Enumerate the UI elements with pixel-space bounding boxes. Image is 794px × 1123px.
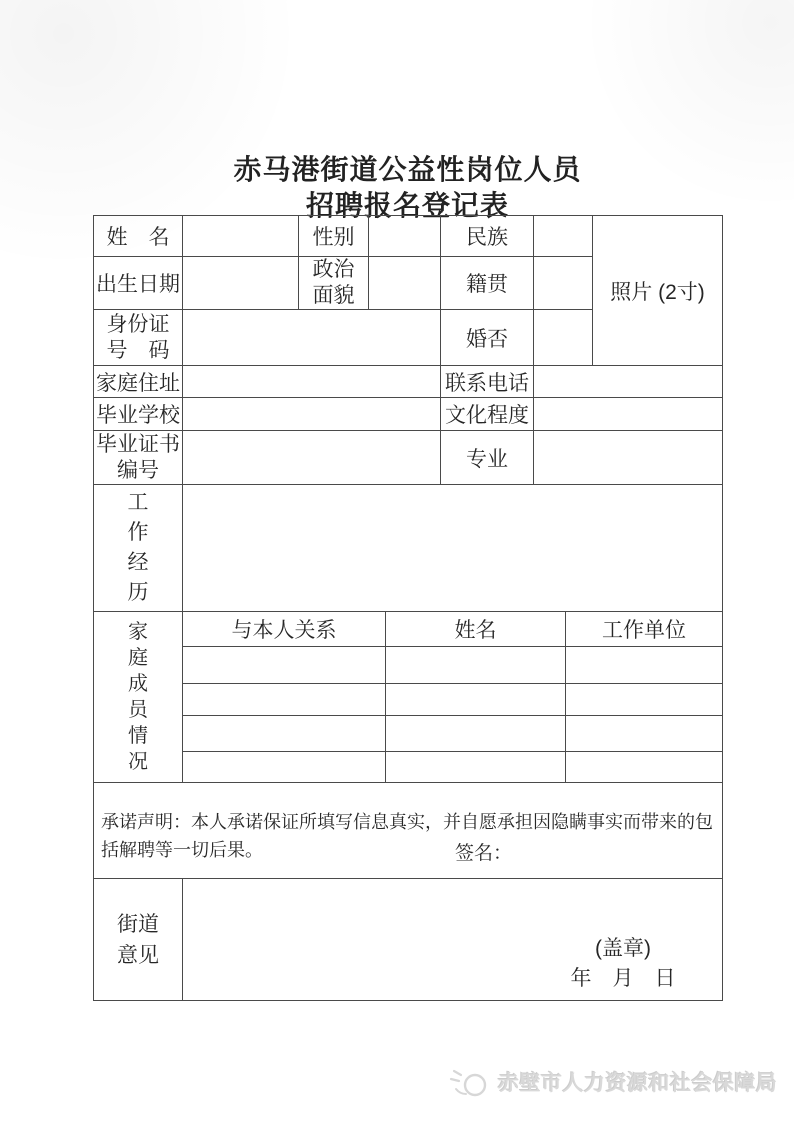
registration-form-table (93, 215, 723, 1001)
home-address-label: 家庭住址 (94, 366, 183, 398)
family-relation-cell (183, 752, 386, 783)
family-header-workunit: 工作单位 (566, 612, 723, 647)
stamp-date-block (523, 934, 723, 994)
bureau-name: 赤壁市人力资源和社会保障局 (498, 1072, 778, 1095)
family-header-relation: 与本人关系 (183, 612, 386, 647)
gender-label: 性别 (299, 216, 369, 257)
family-name-cell (386, 647, 566, 684)
form-title-line1: 赤马港街道公益性岗位人员 (233, 154, 582, 185)
education-level-label: 文化程度 (441, 398, 534, 431)
ethnicity-label: 民族 (441, 216, 534, 257)
promise-text: 承诺声明：本人承诺保证所填写信息真实，并自愿承担因隐瞒事实而带来的包括解聘等一切后果。 (101, 812, 713, 860)
family-member-row (94, 684, 723, 716)
family-relation-cell (183, 684, 386, 716)
family-header-name: 姓名 (386, 612, 566, 647)
education-level-value-cell (534, 398, 723, 431)
form-title (93, 152, 722, 224)
form-title-line2: 招聘报名登记表 (305, 190, 509, 221)
row-diploma (94, 431, 723, 485)
work-experience-label: 工作经历 (127, 491, 149, 604)
street-opinion-label: 街道意见 (116, 912, 159, 967)
family-header-row (94, 612, 723, 647)
opinion-row (94, 879, 723, 1001)
street-opinion-value-cell (183, 879, 723, 1001)
marital-status-label: 婚否 (441, 310, 534, 366)
diploma-number-label: 毕业证书 编号 (94, 431, 183, 485)
diploma-number-value-cell (183, 431, 441, 485)
footer-watermark (448, 1064, 778, 1100)
birth-date-label: 出生日期 (94, 257, 183, 310)
family-member-row (94, 716, 723, 752)
bureau-logo-icon (448, 1064, 492, 1100)
promise-text-wrap (94, 783, 722, 878)
work-experience-value-cell (183, 485, 723, 612)
family-member-row (94, 752, 723, 783)
date-line: 年 月 日 (570, 967, 676, 990)
home-address-value-cell (183, 366, 441, 398)
family-name-cell (386, 716, 566, 752)
name-value-cell (183, 216, 299, 257)
graduate-school-label: 毕业学校 (94, 398, 183, 431)
family-section-label: 家庭成员情况 (128, 621, 148, 773)
political-status-value-cell (369, 257, 441, 310)
family-workunit-cell (566, 647, 723, 684)
contact-phone-value-cell (534, 366, 723, 398)
row-address (94, 366, 723, 398)
work-experience-label-cell (94, 485, 183, 612)
stamp-label: (盖章) (595, 937, 651, 960)
row-work-experience (94, 485, 723, 612)
birth-date-value-cell (183, 257, 299, 310)
gender-value-cell (369, 216, 441, 257)
signature-label: 签名： (455, 843, 513, 864)
native-place-value-cell (534, 257, 593, 310)
row-school (94, 398, 723, 431)
name-label: 姓 名 (94, 216, 183, 257)
native-place-label: 籍贯 (441, 257, 534, 310)
political-status-label: 政治 面貌 (299, 257, 369, 310)
marital-status-value-cell (534, 310, 593, 366)
photo-area: 照片 (2寸) (593, 216, 723, 366)
family-relation-cell (183, 716, 386, 752)
family-relation-cell (183, 647, 386, 684)
family-workunit-cell (566, 752, 723, 783)
promise-row (94, 783, 723, 879)
family-member-row (94, 647, 723, 684)
ethnicity-value-cell (534, 216, 593, 257)
major-value-cell (534, 431, 723, 485)
id-number-label: 身份证 号 码 (94, 310, 183, 366)
major-label: 专业 (441, 431, 534, 485)
id-number-value-cell (183, 310, 441, 366)
family-workunit-cell (566, 684, 723, 716)
family-name-cell (386, 752, 566, 783)
family-workunit-cell (566, 716, 723, 752)
family-name-cell (386, 684, 566, 716)
street-opinion-label-cell (94, 879, 183, 1001)
contact-phone-label: 联系电话 (441, 366, 534, 398)
family-section-label-cell (94, 612, 183, 783)
row-name (94, 216, 723, 257)
promise-cell (94, 783, 723, 879)
graduate-school-value-cell (183, 398, 441, 431)
